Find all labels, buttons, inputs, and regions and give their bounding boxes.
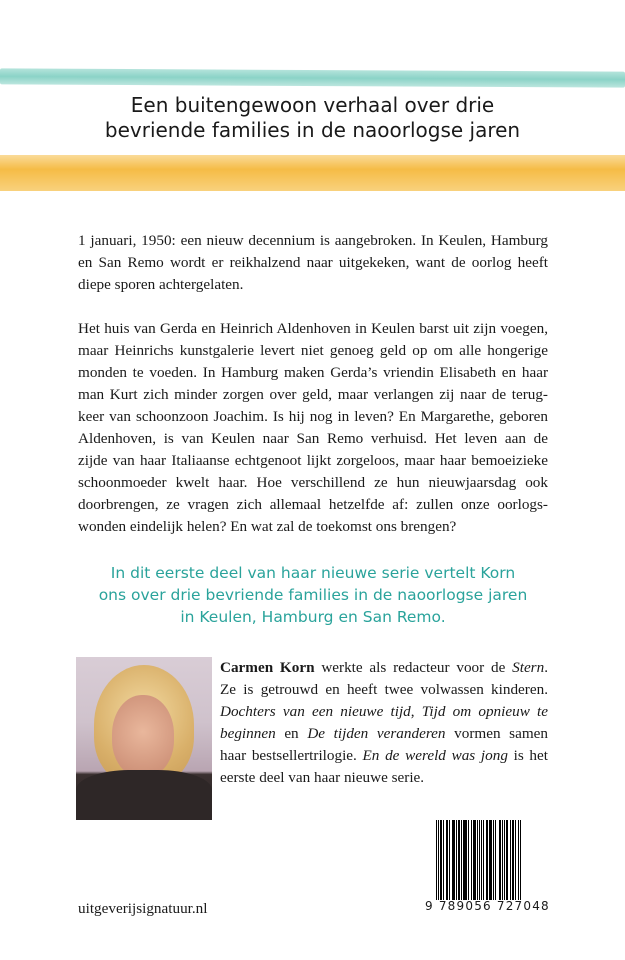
text-line: keer van schoonzoon Joachim. Is hij nog in leven? En Margarethe, geboren [78, 408, 548, 425]
text-line: zijde van haar Italiaanse echtgenoot lijkt zorgeloos, maar haar bemoeizieke [78, 452, 548, 469]
text-line: man Kurt zich minder zorgen over geld, maar verlangen zij naar de terug- [78, 386, 548, 403]
highlight-line: In dit eerste deel van haar nieuwe serie vertelt Korn [110, 564, 516, 582]
text-line: monden te voeden. In Hamburg maken Gerda’s vriendin Elisabeth en haar [78, 364, 548, 381]
magazine-title: Stern [512, 659, 545, 676]
bio-text: is het [507, 747, 548, 764]
bio-text: , [410, 703, 422, 720]
author-photo [76, 657, 212, 820]
bio-text: vormen samen [445, 725, 548, 742]
blurb-paragraph-2 [78, 318, 548, 538]
book-title: En de wereld was jong [362, 747, 508, 764]
tagline [0, 93, 625, 143]
book-title: De tijden veranderen [307, 725, 446, 742]
text-line: schoonmoeder kwelt haar. Hoe verschillend ze hun nieuwjaarsdag ook [78, 474, 548, 491]
bio-text: en [275, 725, 308, 742]
yellow-brush-stripe [0, 155, 625, 191]
publisher-website[interactable]: uitgeverijsignatuur.nl [78, 900, 208, 917]
author-name: Carmen Korn [220, 659, 315, 676]
bio-text: . [544, 659, 548, 676]
book-title: Dochters van een nieuwe tijd [220, 703, 411, 720]
book-title: Tijd om opnieuw te [421, 703, 548, 720]
bio-text: haar bestsellertrilogie. [220, 747, 363, 764]
text-line: en San Remo wordt er reikhalzend naar uitgekeken, want de oorlog heeft [78, 254, 548, 271]
teal-brush-stripe [0, 68, 625, 87]
isbn-barcode [436, 820, 550, 900]
text-line: maar Heinrichs kunstgalerie levert niet genoeg geld op om alle hongerige [78, 342, 548, 359]
text-line: Aldenhoven, is van Keulen naar San Remo verhuisd. Het leven aan de [78, 430, 548, 447]
tagline-line: bevriende families in de naoorlogse jaren [104, 118, 521, 142]
highlight-line: ons over drie bevriende families in de naoorlogse jaren [98, 586, 528, 604]
barcode-bar [520, 820, 521, 900]
blurb-paragraph-1 [78, 230, 548, 296]
bio-text: Ze is getrouwd en heeft twee volwassen kinderen. [220, 681, 548, 698]
isbn-number: 9 789056 727048 [425, 899, 550, 913]
bio-text: eerste deel van haar nieuwe serie. [220, 769, 425, 786]
tagline-line: Een buitengewoon verhaal over drie [130, 93, 495, 117]
bio-text: werkte als redacteur voor de [314, 659, 513, 676]
highlight-line: in Keulen, Hamburg en San Remo. [180, 608, 446, 626]
text-line: diepe sporen achtergelaten. [78, 276, 244, 293]
book-title: beginnen [220, 725, 276, 742]
text-line: 1 januari, 1950: een nieuw decennium is aangebroken. In Keulen, Hamburg [78, 232, 548, 249]
author-bio [220, 657, 548, 789]
highlight-quote [78, 562, 548, 628]
text-line: doorbrengen, ze vragen zich allemaal hetzelfde af: zullen onze oorlogs- [78, 496, 548, 513]
text-line: wonden eindelijk helen? En wat zal de toekomst ons brengen? [78, 518, 457, 535]
text-line: Het huis van Gerda en Heinrich Aldenhoven in Keulen barst uit zijn voegen, [78, 320, 548, 337]
